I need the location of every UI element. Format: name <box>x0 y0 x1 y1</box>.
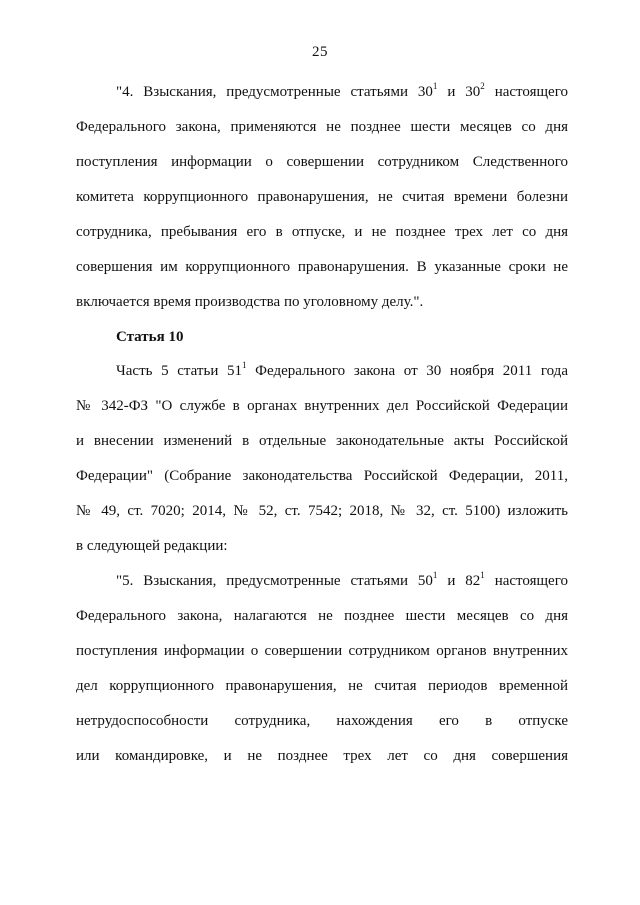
paragraph-4-line-3: поступления информации о совершении сотрудником Следственного <box>76 154 568 170</box>
paragraph-5-line-6: или командировке, и не позднее трех лет со дня совершения <box>76 748 568 764</box>
text: "4. Взыскания, предусмотренные статьями 30 <box>116 84 433 100</box>
paragraph-5-line-2: Федерального закона, налагаются не позднее шести месяцев со дня <box>76 608 568 624</box>
paragraph-4-line-2: Федерального закона, применяются не позднее шести месяцев со дня <box>76 119 568 135</box>
superscript: 1 <box>480 570 485 580</box>
article-10-line-6: в следующей редакции: <box>76 538 228 554</box>
page-number: 25 <box>312 44 328 60</box>
article-10-line-1 <box>116 361 568 381</box>
paragraph-4-line-6: совершения им коррупционного правонарушения. В указанные сроки не <box>76 259 568 275</box>
article-10-line-4: Федерации" (Собрание законодательства Российской Федерации, 2011, <box>76 468 568 484</box>
paragraph-5-line-4: дел коррупционного правонарушения, не считая периодов временной <box>76 678 568 694</box>
paragraph-4-line-4: комитета коррупционного правонарушения, не считая времени болезни <box>76 189 568 205</box>
article-10-line-3: и внесении изменений в отдельные законодательные акты Российской <box>76 433 568 449</box>
text: "5. Взыскания, предусмотренные статьями 50 <box>116 573 433 589</box>
text: настоящего <box>484 573 568 589</box>
article-10-line-2: № 342-ФЗ "О службе в органах внутренних дел Российской Федерации <box>76 398 568 414</box>
text: и 82 <box>437 573 481 589</box>
paragraph-4-line-5: сотрудника, пребывания его в отпуске, и не позднее трех лет со дня <box>76 224 568 240</box>
article-10-line-5: № 49, ст. 7020; 2014, № 52, ст. 7542; 2018, № 32, ст. 5100) изложить <box>76 503 568 519</box>
superscript: 1 <box>432 570 438 580</box>
paragraph-5-line-3: поступления информации о совершении сотрудником органов внутренних <box>76 643 568 659</box>
superscript: 1 <box>242 360 247 370</box>
text: настоящего <box>484 84 568 100</box>
text: Часть 5 статьи 51 <box>116 363 242 379</box>
paragraph-4-line-1 <box>116 82 568 102</box>
superscript: 1 <box>432 81 438 91</box>
paragraph-5-line-5: нетрудоспособности сотрудника, нахождения его в отпуске <box>76 713 568 729</box>
text: Федерального закона от 30 ноября 2011 года <box>246 363 568 379</box>
article-heading: Статья 10 <box>116 329 184 345</box>
paragraph-5-line-1 <box>116 571 568 591</box>
text: и 30 <box>437 84 481 100</box>
paragraph-4-line-7: включается время производства по уголовному делу.". <box>76 294 424 310</box>
superscript: 2 <box>480 81 485 91</box>
